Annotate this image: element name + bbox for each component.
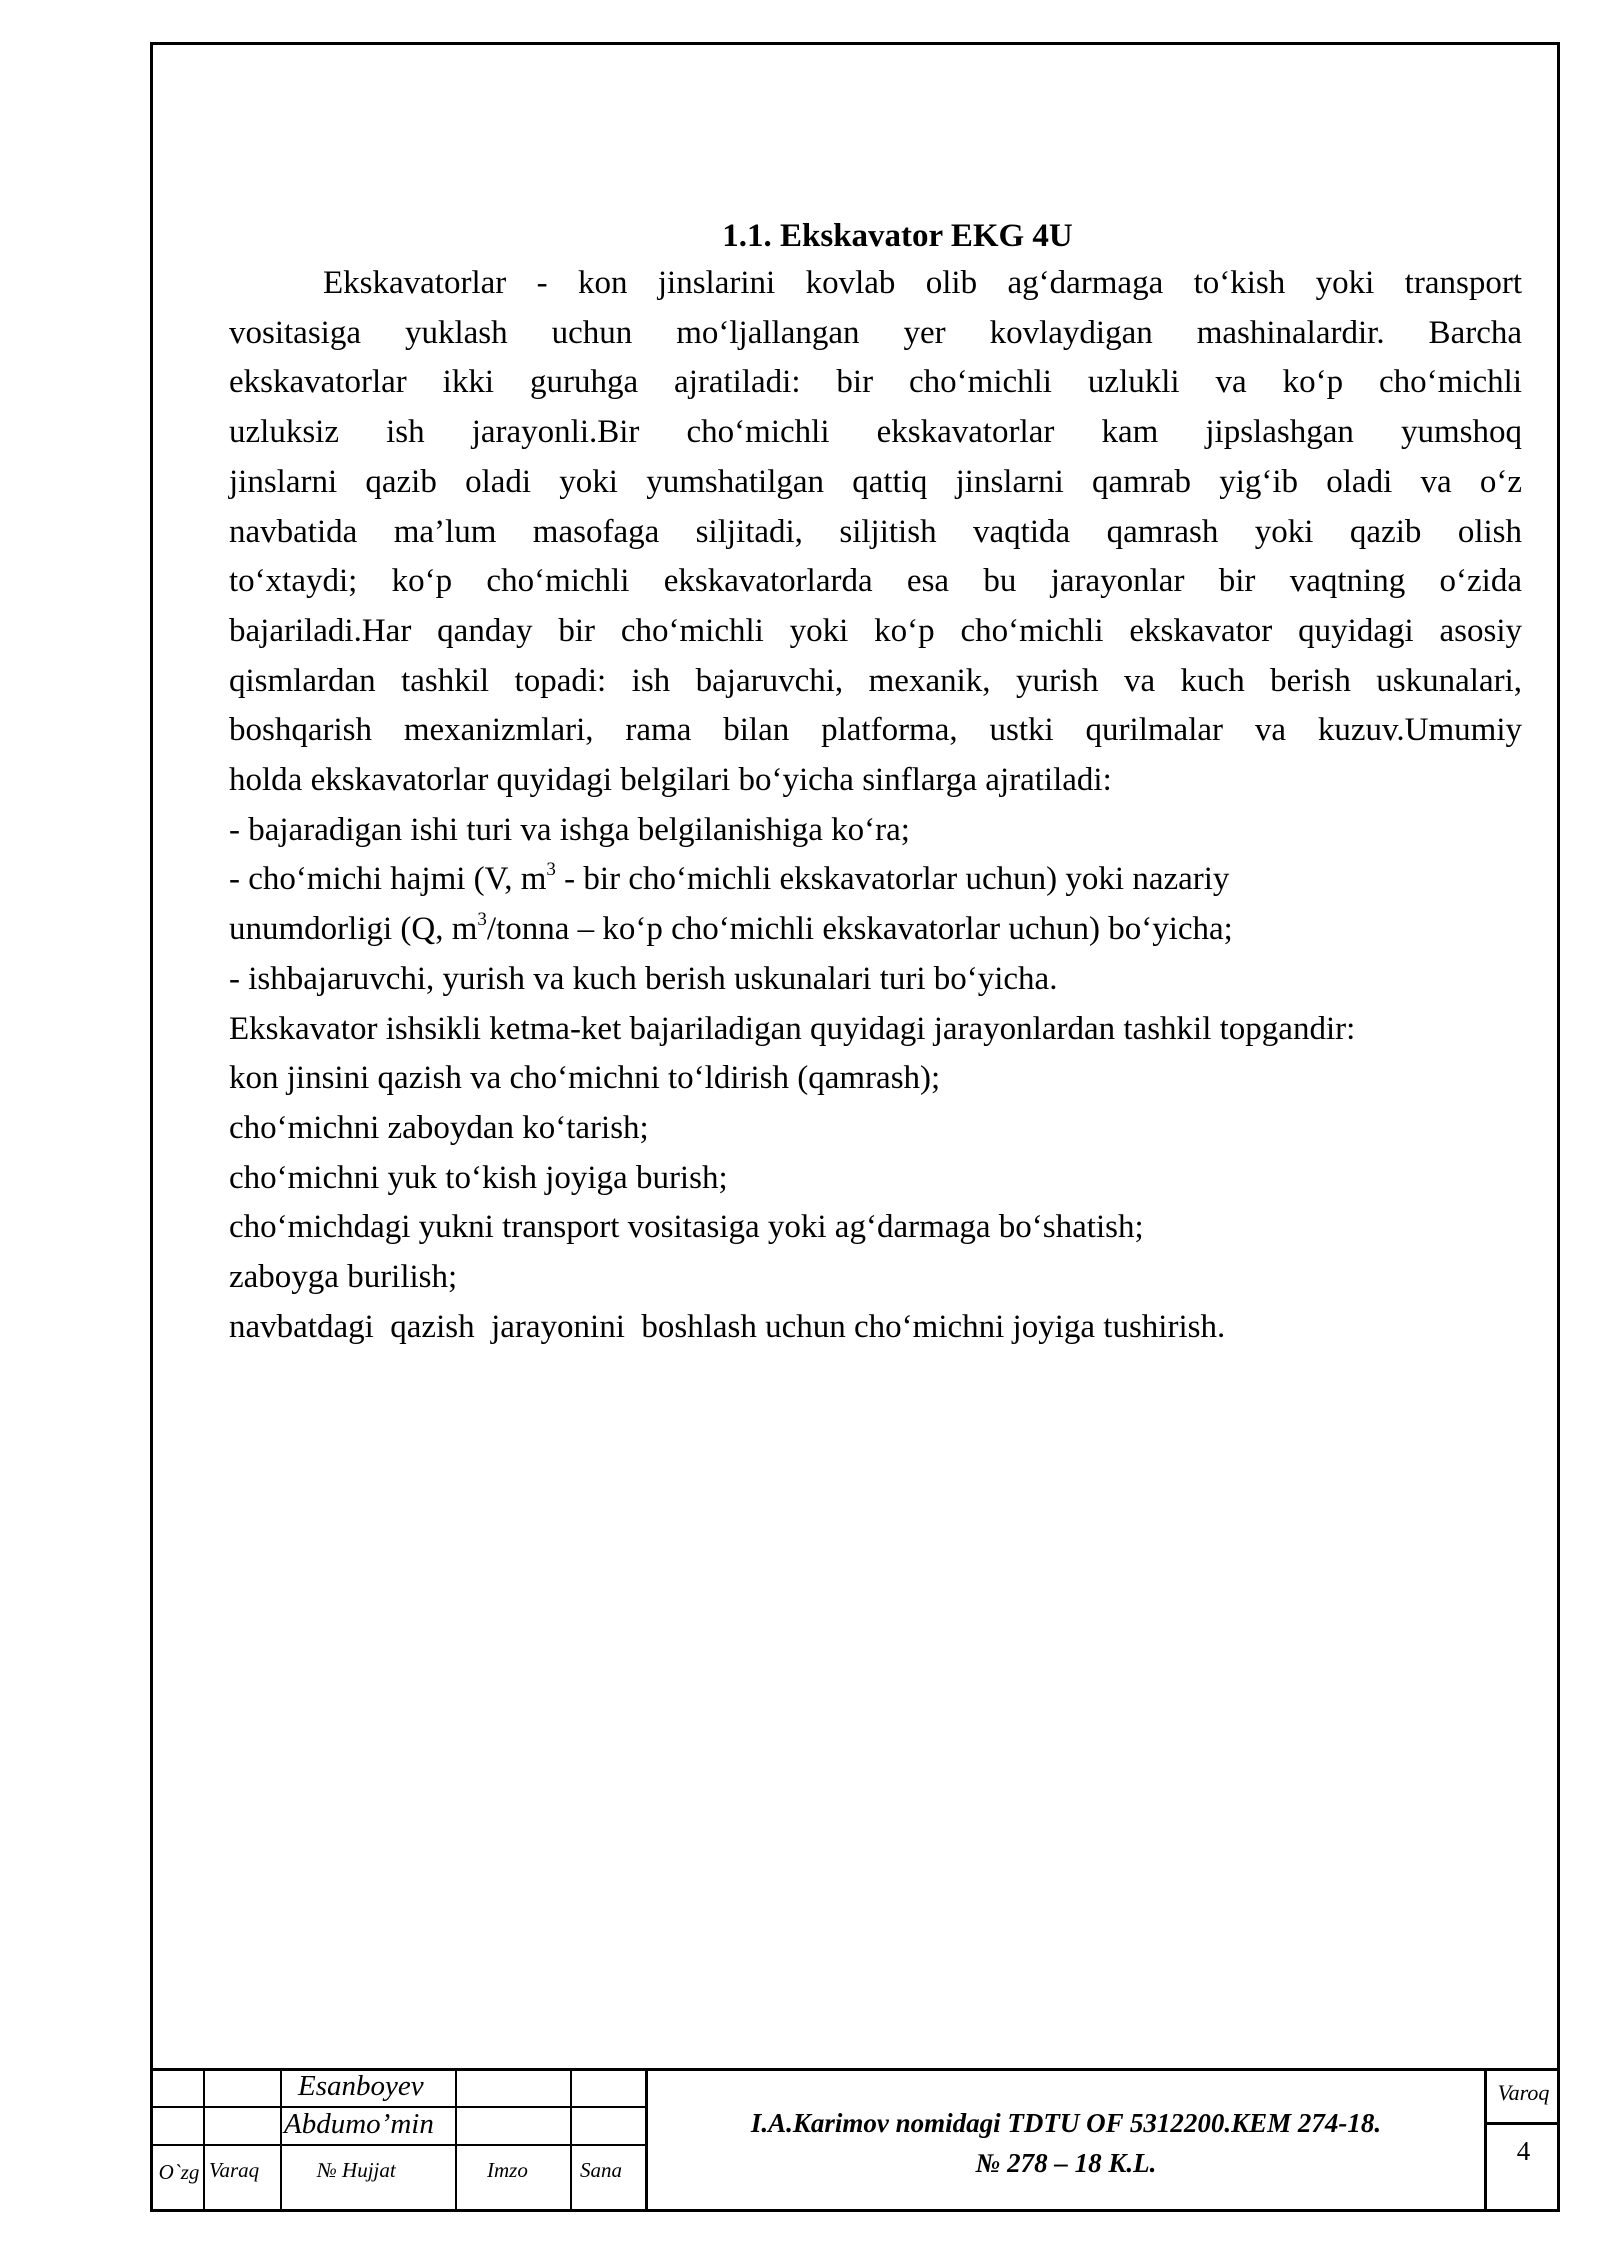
divider <box>455 2068 457 2212</box>
col-ozg-label: O`zg <box>158 2160 200 2184</box>
row-line <box>150 2144 645 2146</box>
col-sana-label: Sana <box>580 2158 622 2182</box>
text-line: ekskavatorlar ikki guruhga ajratiladi: bir cho‘michli uzlukli va ko‘p cho‘michli <box>229 364 1522 401</box>
text-line: Ekskavatorlar - kon jinslarini kovlab olib ag‘darmaga to‘kish yoki transport <box>323 265 1522 301</box>
text-line: qismlardan tashkil topadi: ish bajaruvchi, mexanik, yurish va kuch berish uskunalari, <box>229 662 1522 699</box>
document-code-line-1: I.A.Karimov nomidagi TDTU OF 5312200.KEM 274-18. <box>750 2108 1382 2138</box>
col-hujjat-label: № Hujjat <box>317 2158 396 2182</box>
cycle-step: cho‘michni zaboydan ko‘tarish; <box>229 1109 649 1146</box>
text-line: to‘xtaydi; ko‘p cho‘michli ekskavatorlarda esa bu jarayonlar bir vaqtning o‘zida <box>229 563 1522 600</box>
document-body <box>229 259 1522 1352</box>
criteria-item: - ishbajaruvchi, yurish va kuch berish uskunalari turi bo‘yicha. <box>229 960 1058 997</box>
author-name: Abdumo’min <box>284 2108 434 2140</box>
criteria-item: - cho‘michi hajmi (V, $m^3$ - bir cho‘michli ekskavatorlar uchun) yoki nazariy <box>229 859 1230 898</box>
cycle-step: cho‘michni yuk to‘kish joyiga burish; <box>229 1159 728 1196</box>
criteria-item-continued: unumdorligi (Q, $m^3$/tonna – ko‘p cho‘michli ekskavatorlar uchun) bo‘yicha; <box>229 909 1233 948</box>
document-code-line-2: № 278 – 18 K.L. <box>975 2148 1157 2178</box>
cycle-step: cho‘michdagi yukni transport vositasiga yoki ag‘darmaga bo‘shatish; <box>229 1209 1144 1246</box>
cycle-step: kon jinsini qazish va cho‘michni to‘ldirish (qamrash); <box>229 1060 941 1097</box>
row-line <box>1484 2122 1560 2125</box>
divider <box>570 2068 572 2212</box>
sheet-label: Varoq <box>1497 2080 1550 2105</box>
cycle-step: navbatdagi qazish jarayonini boshlash uchun cho‘michni joyiga tushirish. <box>229 1308 1226 1345</box>
text-line: jinslarni qazib oladi yoki yumshatilgan qattiq jinslarni qamrab yig‘ib oladi va o‘z <box>229 463 1522 500</box>
text-line: vositasiga yuklash uchun mo‘ljallangan yer kovlaydigan mashinalardir. Barcha <box>229 314 1522 351</box>
sheet-number: 4 <box>1516 2136 1531 2166</box>
col-varaq-label: Varaq <box>209 2158 260 2182</box>
section-heading: 1.1. Ekskavator EKG 4U <box>722 218 1073 254</box>
author-surname: Esanboyev <box>298 2070 424 2102</box>
cycle-intro: Ekskavator ishsikli ketma-ket bajariladigan quyidagi jarayonlardan tashkil topgandir: <box>229 1010 1356 1047</box>
intro-paragraph <box>229 259 1522 806</box>
col-imzo-label: Imzo <box>487 2158 528 2182</box>
divider <box>280 2068 282 2212</box>
criteria-item: - bajaradigan ishi turi va ishga belgilanishiga ko‘ra; <box>229 811 910 848</box>
text-line: navbatida ma’lum masofaga siljitadi, siljitish vaqtida qamrash yoki qazib olish <box>229 513 1522 550</box>
text-line: boshqarish mexanizmlari, rama bilan platforma, ustki qurilmalar va kuzuv.Umumiy <box>229 712 1522 749</box>
cycle-steps-list <box>229 1054 1522 1352</box>
criteria-list <box>229 806 1522 1005</box>
text-line: uzluksiz ish jarayonli.Bir cho‘michli ekskavatorlar kam jipslashgan yumshoq <box>229 414 1522 451</box>
text-line: bajariladi.Har qanday bir cho‘michli yoki ko‘p cho‘michli ekskavator quyidagi asosiy <box>229 612 1522 649</box>
divider <box>203 2068 205 2212</box>
divider <box>645 2068 648 2212</box>
text-line: holda ekskavatorlar quyidagi belgilari bo‘yicha sinflarga ajratiladi: <box>229 762 1112 799</box>
cycle-step: zaboyga burilish; <box>229 1259 458 1296</box>
